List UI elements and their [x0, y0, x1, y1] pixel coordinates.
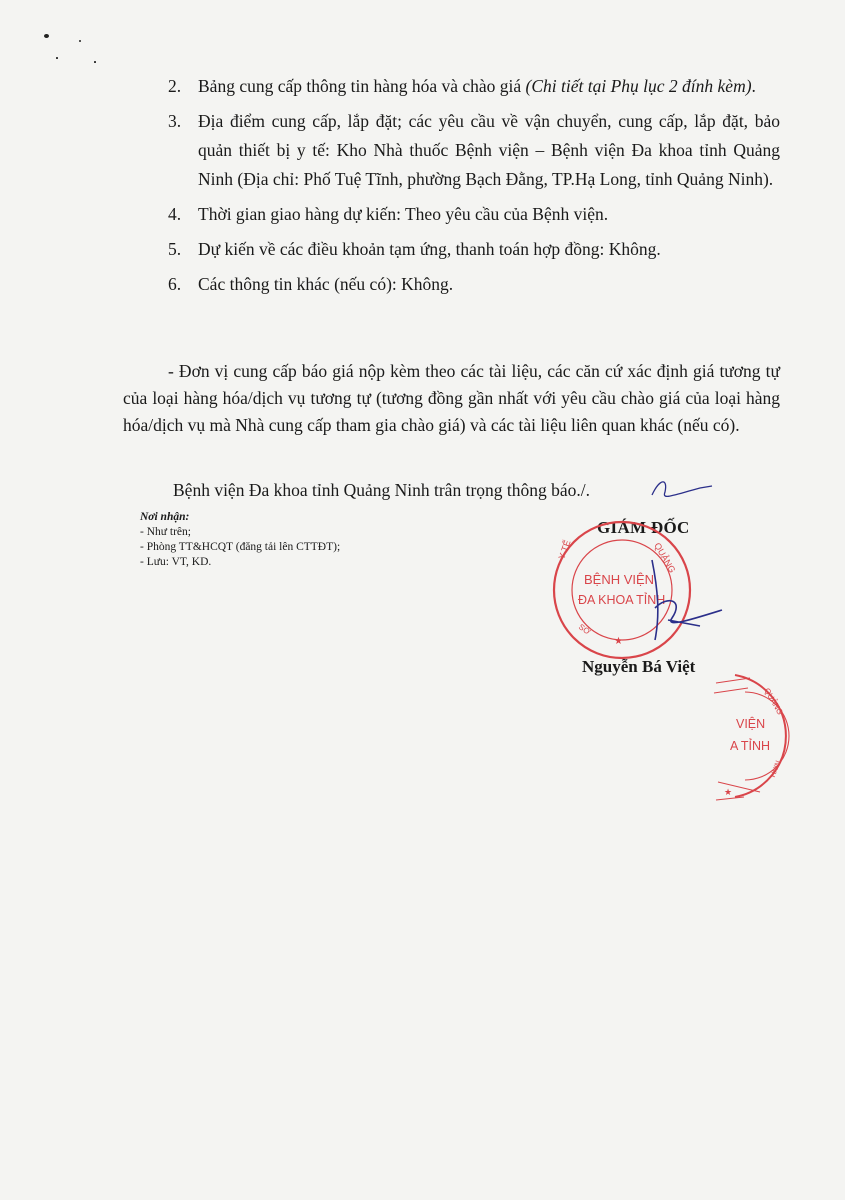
list-text: Các thông tin khác (nếu có): Không.: [198, 274, 454, 294]
list-text: Địa điểm cung cấp, lắp đặt; các yêu cầu về vận chuyển, cung cấp, lắp đặt, bảo quản thiết bị y tế: Kho Nhà thuốc Bệnh viện – Bệnh viện Đa khoa tỉnh Quảng Ninh (Địa chỉ: Phố Tuệ Tĩnh, phường Bạch Đằng, TP.Hạ Long, tỉnh Quảng Ninh).: [198, 111, 780, 189]
recipient-line: - Phòng TT&HCQT (đăng tải lên CTTĐT);: [140, 541, 341, 553]
list-text: Dự kiến về các điều khoản tạm ứng, thanh toán hợp đồng: Không.: [198, 239, 661, 259]
partial-seal-ring-text: NINH: [768, 759, 781, 778]
list-text: Bảng cung cấp thông tin hàng hóa và chào giá (Chi tiết tại Phụ lục 2 đính kèm).: [198, 76, 756, 96]
seal-ring-text: SỞ: [576, 622, 593, 637]
partial-seal-text: A TỈNH: [730, 739, 771, 753]
list-number: 3.: [168, 111, 182, 131]
partial-seal-star: ★: [724, 787, 733, 797]
signer-name: Nguyễn Bá Việt: [582, 657, 696, 676]
seal-text-line1: BỆNH VIỆN: [584, 572, 655, 587]
partial-seal-text: VIỆN: [736, 717, 766, 731]
annex-reference: (Chi tiết tại Phụ lục 2 đính kèm): [525, 76, 752, 96]
seal-star: ★: [614, 636, 623, 647]
list-number: 6.: [168, 274, 182, 294]
list-text: Thời gian giao hàng dự kiến: Theo yêu cầu của Bệnh viện.: [198, 204, 609, 224]
signer-title: GIÁM ĐỐC: [597, 518, 690, 537]
partial-seal-ring-text: QUẢNG: [762, 686, 785, 717]
note-paragraph: - Đơn vị cung cấp báo giá nộp kèm theo các tài liệu, các căn cứ xác định giá tương tự của loại hàng hóa/dịch vụ tương tự (tương đồng gần nhất với yêu cầu chào giá của loại hàng hóa/dịch vụ mà Nhà cung cấp tham gia chào giá) và các tài liệu liên quan khác (nếu có).: [123, 361, 780, 435]
initial-mark: [652, 482, 712, 497]
list-number: 5.: [168, 239, 182, 259]
recipient-line: - Lưu: VT, KD.: [140, 556, 212, 568]
seal-ring-text: QUẢNG: [652, 541, 678, 575]
recipient-line: - Như trên;: [140, 526, 191, 538]
official-seal: [554, 522, 690, 658]
recipients-heading: Nơi nhận:: [140, 511, 190, 523]
partial-seal: [714, 675, 789, 800]
seal-text-line2: ĐA KHOA TỈNH: [578, 593, 666, 607]
closing-sentence: Bệnh viện Đa khoa tỉnh Quảng Ninh trân trọng thông báo./.: [173, 480, 591, 500]
list-number: 2.: [168, 76, 182, 96]
seal-ring-text: Y TẾ: [556, 538, 573, 561]
list-number: 4.: [168, 204, 182, 224]
